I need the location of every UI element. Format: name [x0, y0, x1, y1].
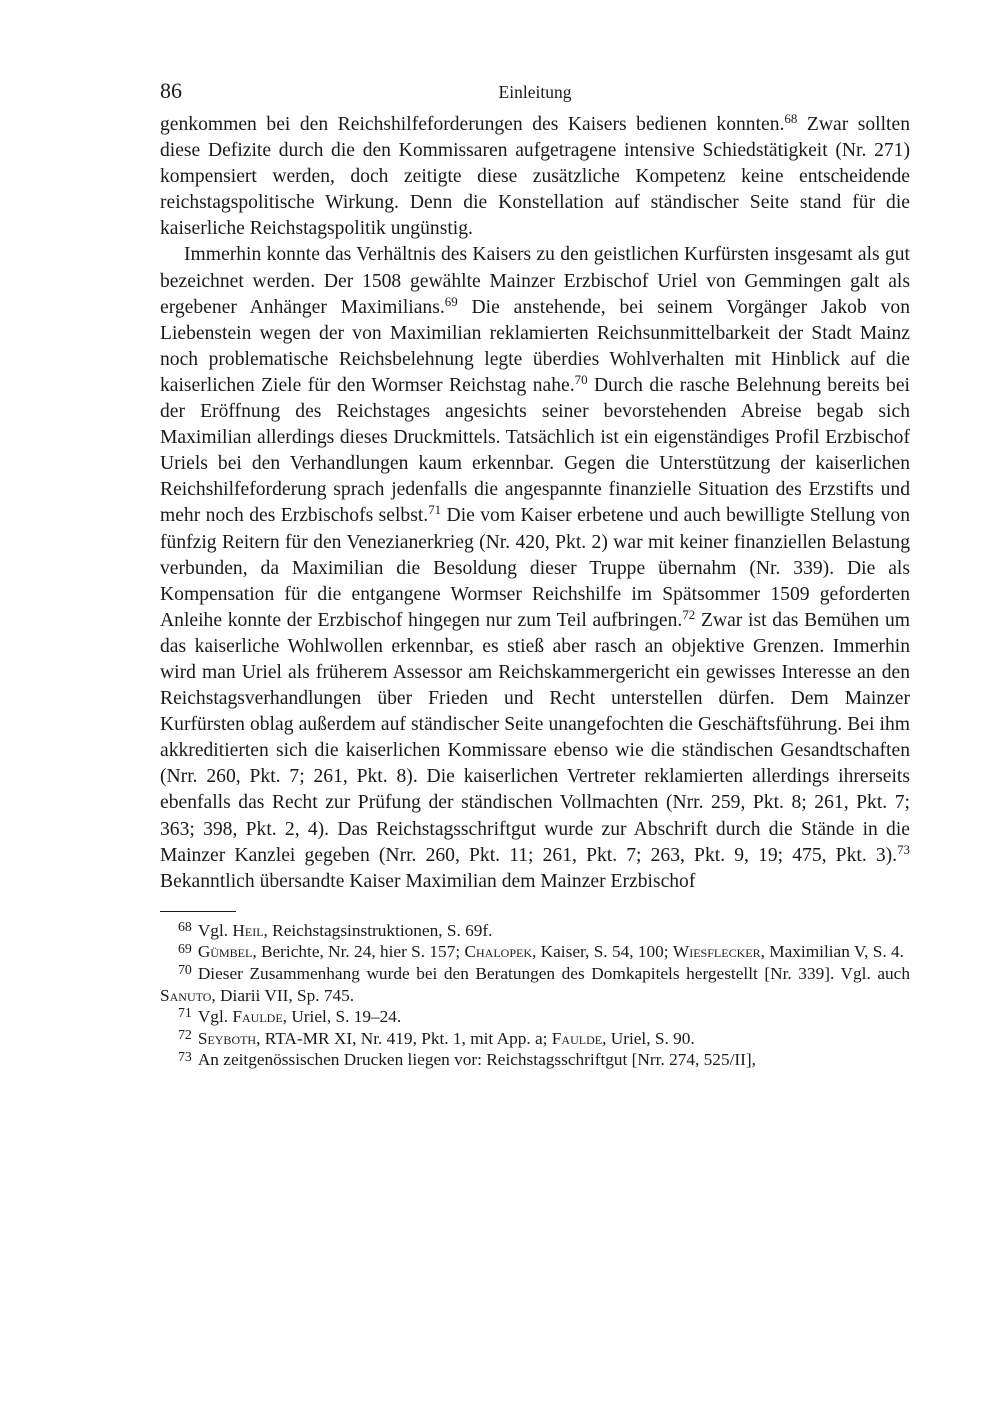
- text-run: Dieser Zusammenhang wurde bei den Beratungen des Domkapitels hergestellt [Nr. 339]. Vgl. auch: [197, 964, 910, 983]
- running-head: Einleitung: [498, 82, 572, 102]
- footnote-reference: 71: [428, 502, 442, 518]
- author-name: Gümbel: [197, 942, 253, 962]
- text-run: Vgl.: [197, 1007, 233, 1027]
- text-run: , Diarii VII, Sp. 745.: [211, 985, 355, 1005]
- footnote-number: 70: [178, 962, 192, 978]
- body-text: [160, 112, 910, 895]
- text-run: Zwar ist das Bemühen um das kaiserliche Wohlwollen erkennbar, es stieß aber rasch an objektive Grenzen. Immerhin wird man Uriel als früherem Assessor am Reichskammergericht ein gewisses Interesse an den Reichstagsverhandlungen über Frieden und Recht unterstellen dürfen. Dem Mainzer Kurfürsten oblag außerdem auf ständischer Seite unangefochten die Geschäftsführung. Bei ihm akkreditierten sich die kaiserlichen Kommissare ebenso wie die ständischen Gesandtschaften (Nrr. 260, Pkt. 7; 261, Pkt. 8). Die kaiserlichen Vertreter reklamierten allerdings ihrerseits ebenfalls das Recht zur Prüfung der ständischen Vollmachten (Nrr. 259, Pkt. 8; 261, Pkt. 7; 363; 398, Pkt. 2, 4). Das Reichstagsschriftgut wurde zur Abschrift durch die Stände in die Mainzer Kanzlei gegeben (Nrr. 260, Pkt. 11; 261, Pkt. 7; 263, Pkt. 9, 19; 475, Pkt. 3).: [160, 609, 910, 866]
- text-run: , Berichte, Nr. 24, hier S. 157;: [252, 942, 465, 962]
- text-run: , Maximilian V, S. 4.: [760, 942, 904, 962]
- text-run: , Uriel, S. 90.: [602, 1028, 695, 1048]
- author-name: Sanuto: [160, 985, 212, 1005]
- page-number: 86: [160, 78, 182, 103]
- paragraph-2: [160, 242, 910, 894]
- author-name: Wiesflecker: [672, 942, 761, 962]
- text-run: An zeitgenössischen Drucken liegen vor: Reichstagsschriftgut [Nrr. 274, 525/II],: [197, 1050, 756, 1070]
- footnote-reference: 72: [682, 606, 696, 622]
- footnote-number: 71: [178, 1005, 192, 1021]
- footnote-number: 73: [178, 1048, 192, 1064]
- footnotes: [160, 920, 910, 1071]
- footnote-reference: 69: [444, 293, 458, 309]
- author-name: Heil: [232, 920, 264, 940]
- footnote: [160, 941, 910, 963]
- footnote-reference: 68: [784, 110, 798, 126]
- footnote-separator: [160, 911, 236, 912]
- text-run: , RTA-MR XI, Nr. 419, Pkt. 1, mit App. a;: [256, 1028, 552, 1048]
- footnote: [160, 920, 910, 942]
- paragraph-1: [160, 112, 910, 242]
- text-run: genkommen bei den Reichshilfeforderungen des Kaisers bedienen konnten.: [160, 114, 785, 135]
- page-header: [160, 78, 910, 112]
- text-run: Bekanntlich übersandte Kaiser Maximilian dem Mainzer Erzbischof: [160, 870, 696, 892]
- page: [160, 78, 910, 1071]
- footnote: [160, 963, 910, 1006]
- footnote: [160, 1028, 910, 1050]
- author-name: Chalopek: [464, 942, 532, 962]
- footnote-reference: 73: [897, 841, 910, 857]
- footnote-number: 72: [178, 1026, 192, 1042]
- text-run: Die anstehende, bei seinem Vorgänger Jakob von Liebenstein wegen der von Maximilian reklamierten Reichsunmittelbarkeit der Stadt Mainz noch problematische Reichsbelehnung legte überdies Wohlverhalten mit Hinblick auf die kaiserlichen Ziele für den Wormser Reichstag nahe.: [160, 296, 911, 396]
- text-run: Zwar sollten diese Defizite durch die den Kommissaren aufgetragene intensive Schiedstätigkeit (Nr. 271) kompensiert werden, doch zeitigte diese zusätzliche Kompetenz keine entscheidende reichstagspolitische Wirkung. Denn die Konstellation auf ständischer Seite stand für die kaiserliche Reichstagspolitik ungünstig.: [160, 114, 910, 240]
- text-run: Vgl.: [197, 920, 233, 940]
- author-name: Seyboth: [197, 1028, 257, 1048]
- footnote-number: 69: [178, 940, 192, 956]
- footnote: [160, 1006, 910, 1028]
- text-run: Die vom Kaiser erbetene und auch bewilligte Stellung von fünfzig Reitern für den Venezianerkrieg (Nr. 420, Pkt. 2) war mit keiner finanziellen Belastung verbunden, da Maximilian die Besoldung dieser Truppe übernahm (Nr. 339). Die als Kompensation für die entgangene Wormser Reichshilfe im Spätsommer 1509 geforderten Anleihe konnte der Erzbischof hingegen nur zum Teil aufbringen.: [160, 505, 910, 631]
- footnote: [160, 1049, 910, 1071]
- text-run: , Kaiser, S. 54, 100;: [532, 942, 673, 962]
- text-run: , Reichstagsinstruktionen, S. 69f.: [263, 920, 493, 940]
- text-run: Immerhin konnte das Verhältnis des Kaisers zu den geistlichen Kurfürsten insgesamt als gut bezeichnet werden. Der 1508 gewählte Mainzer Erzbischof Uriel von Gemmingen galt als ergebener Anhänger Maximilians.: [160, 244, 910, 318]
- author-name: Faulde: [232, 1007, 283, 1027]
- text-run: , Uriel, S. 19–24.: [282, 1007, 402, 1027]
- text-run: Durch die rasche Belehnung bereits bei der Eröffnung des Reichstages angesichts seiner bevorstehenden Abreise begab sich Maximilian allerdings dieses Druckmittels. Tatsächlich ist ein eigenständiges Profil Erzbischof Uriels bei den Verhandlungen kaum erkennbar. Gegen die Unterstützung der kaiserlichen Reichshilfeforderung sprach jedenfalls die angespannte finanzielle Situation des Erzstifts und mehr noch des Erzbischofs selbst.: [160, 374, 910, 527]
- footnote-number: 68: [178, 918, 192, 934]
- author-name: Faulde: [551, 1028, 603, 1048]
- footnote-reference: 70: [574, 371, 588, 387]
